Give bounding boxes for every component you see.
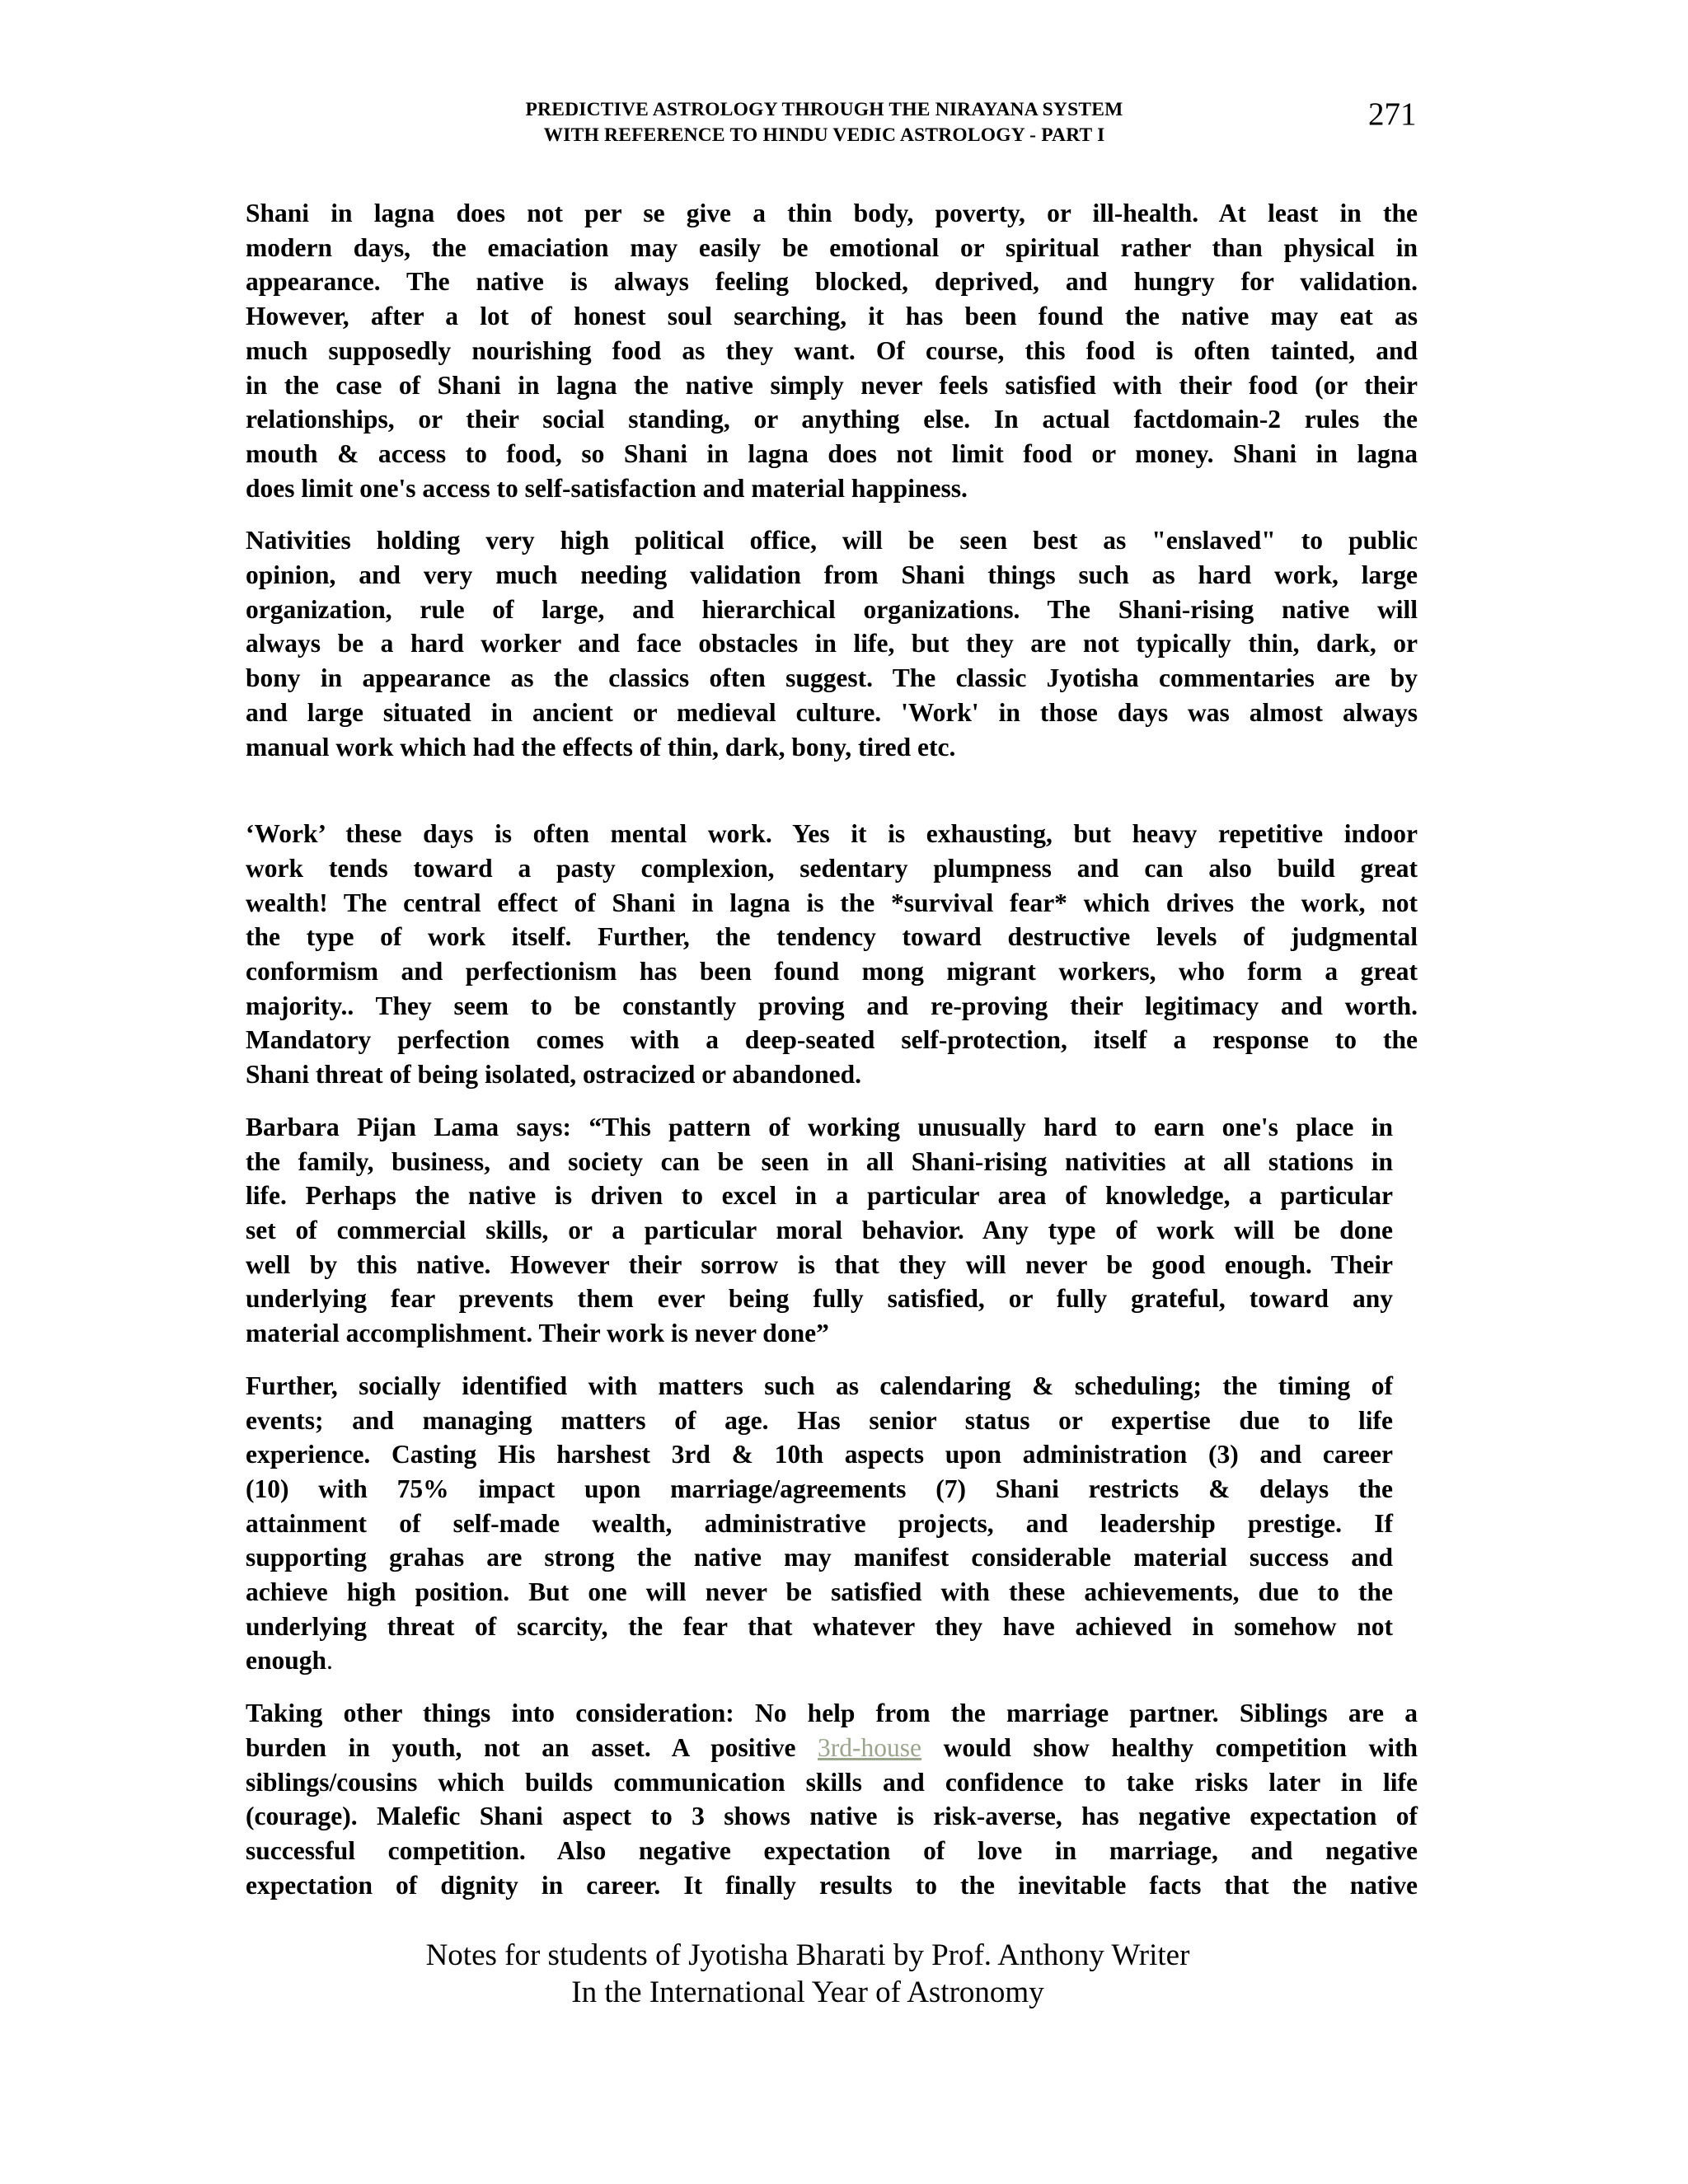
paragraph-2 [246, 523, 1418, 764]
body-text [246, 196, 1418, 1902]
text-line: conformism and perfectionism has been found mong migrant workers, who form a great [246, 957, 1418, 987]
text-line [246, 1643, 1393, 1678]
text-line: the type of work itself. Further, the tendency toward destructive levels of judgmental [246, 922, 1418, 952]
text-line: Mandatory perfection comes with a deep-seated self-protection, itself a response to the [246, 1025, 1418, 1055]
text-line: material accomplishment. Their work is never done” [246, 1319, 829, 1348]
text-line [246, 1731, 1418, 1765]
text-line: (courage). Malefic Shani aspect to 3 shows native is risk-averse, has negative expectation of [246, 1802, 1418, 1831]
text-line: wealth! The central effect of Shani in lagna is the *survival fear* which drives the work, not [246, 888, 1418, 917]
text-line: majority.. They seem to be constantly proving and re-proving their legitimacy and worth. [246, 991, 1418, 1020]
text-line: siblings/cousins which builds communication skills and confidence to take risks later in life [246, 1767, 1418, 1797]
text-line: Nativities holding very high political office, will be seen best as "enslaved" to public [246, 526, 1418, 555]
text-line: much supposedly nourishing food as they want. Of course, this food is often tainted, and [246, 335, 1418, 365]
text-line: supporting grahas are strong the native may manifest considerable material success and [246, 1543, 1393, 1572]
trailing-period: . [326, 1646, 333, 1675]
text-line: underlying fear prevents them ever being fully satisfied, or fully grateful, toward any [246, 1284, 1393, 1314]
text-line: modern days, the emaciation may easily be emotional or spiritual rather than physical in [246, 232, 1418, 262]
text-line: the family, business, and society can be seen in all Shani-rising nativities at all stations in [246, 1146, 1393, 1176]
text-fragment: burden in youth, not an asset. A positive [246, 1732, 818, 1762]
text-line: work tends toward a pasty complexion, sedentary plumpness and can also build great [246, 853, 1418, 883]
paragraph-5 [246, 1369, 1393, 1678]
text-line: and large situated in ancient or medieval culture. 'Work' in those days was almost always [246, 697, 1418, 727]
text-line: achieve high position. But one will never be satisfied with these achievements, due to the [246, 1577, 1393, 1607]
text-line: in the case of Shani in lagna the native simply never feels satisfied with their food (or their [246, 370, 1418, 400]
header-line-1: PREDICTIVE ASTROLOGY THROUGH THE NIRAYANA SYSTEM [525, 99, 1123, 120]
text-line: attainment of self-made wealth, administrative projects, and leadership prestige. If [246, 1508, 1393, 1538]
text-line: set of commercial skills, or a particular moral behavior. Any type of work will be done [246, 1215, 1393, 1244]
text-line: Barbara Pijan Lama says: “This pattern of working unusually hard to earn one's place in [246, 1112, 1393, 1141]
text-line: does limit one's access to self-satisfaction and material happiness. [246, 473, 968, 503]
text-fragment: would show healthy competition with [921, 1732, 1418, 1762]
text-line: Shani threat of being isolated, ostracized or abandoned. [246, 1060, 862, 1090]
running-header [412, 97, 1236, 148]
text-line: underlying threat of scarcity, the fear that whatever they have achieved in somehow not [246, 1611, 1393, 1641]
page-footer [330, 1937, 1286, 2011]
page-number: 271 [1368, 96, 1417, 132]
text-line: expectation of dignity in career. It finally results to the inevitable facts that the native [246, 1870, 1418, 1900]
footer-line-2: In the International Year of Astronomy [571, 1975, 1044, 2009]
text-line: appearance. The native is always feeling blocked, deprived, and hungry for validation. [246, 267, 1418, 297]
text-line: experience. Casting His harshest 3rd & 10th aspects upon administration (3) and career [246, 1440, 1393, 1469]
text-line: bony in appearance as the classics often suggest. The classic Jyotisha commentaries are by [246, 663, 1418, 693]
text-line: Taking other things into consideration: No help from the marriage partner. Siblings are a [246, 1699, 1418, 1728]
text-line: ‘Work’ these days is often mental work. Yes it is exhausting, but heavy repetitive indoor [246, 819, 1418, 849]
text-line: mouth & access to food, so Shani in lagna does not limit food or money. Shani in lagna [246, 438, 1418, 468]
text-fragment: enough [246, 1646, 327, 1675]
text-line: relationships, or their social standing, or anything else. In actual factdomain-2 rules the [246, 405, 1418, 434]
text-line: manual work which had the effects of thin, dark, bony, tired etc. [246, 732, 956, 762]
paragraph-1 [246, 196, 1418, 505]
text-line: always be a hard worker and face obstacles in life, but they are not typically thin, dark, or [246, 629, 1418, 658]
footer-line-1: Notes for students of Jyotisha Bharati by Prof. Anthony Writer [425, 1938, 1190, 1972]
text-line: Further, socially identified with matters such as calendaring & scheduling; the timing of [246, 1371, 1393, 1400]
text-line: well by this native. However their sorrow is that they will never be good enough. Their [246, 1249, 1393, 1279]
text-line: life. Perhaps the native is driven to excel in a particular area of knowledge, a particular [246, 1181, 1393, 1211]
text-line: Shani in lagna does not per se give a thin body, poverty, or ill-health. At least in the [246, 199, 1418, 227]
paragraph-6 [246, 1696, 1418, 1902]
text-line: events; and managing matters of age. Has senior status or expertise due to life [246, 1405, 1393, 1435]
text-line: successful competition. Also negative expectation of love in marriage, and negative [246, 1835, 1418, 1865]
text-line: However, after a lot of honest soul searching, it has been found the native may eat as [246, 302, 1418, 331]
text-line: organization, rule of large, and hierarchical organizations. The Shani-rising native will [246, 594, 1418, 624]
text-line: opinion, and very much needing validation from Shani things such as hard work, large [246, 560, 1418, 590]
header-line-2: WITH REFERENCE TO HINDU VEDIC ASTROLOGY - PART I [543, 124, 1105, 146]
paragraph-3 [246, 817, 1418, 1092]
3rd-house-link[interactable]: 3rd-house [818, 1732, 922, 1762]
text-line: (10) with 75% impact upon marriage/agreements (7) Shani restricts & delays the [246, 1474, 1393, 1503]
paragraph-4-quote [246, 1110, 1393, 1351]
